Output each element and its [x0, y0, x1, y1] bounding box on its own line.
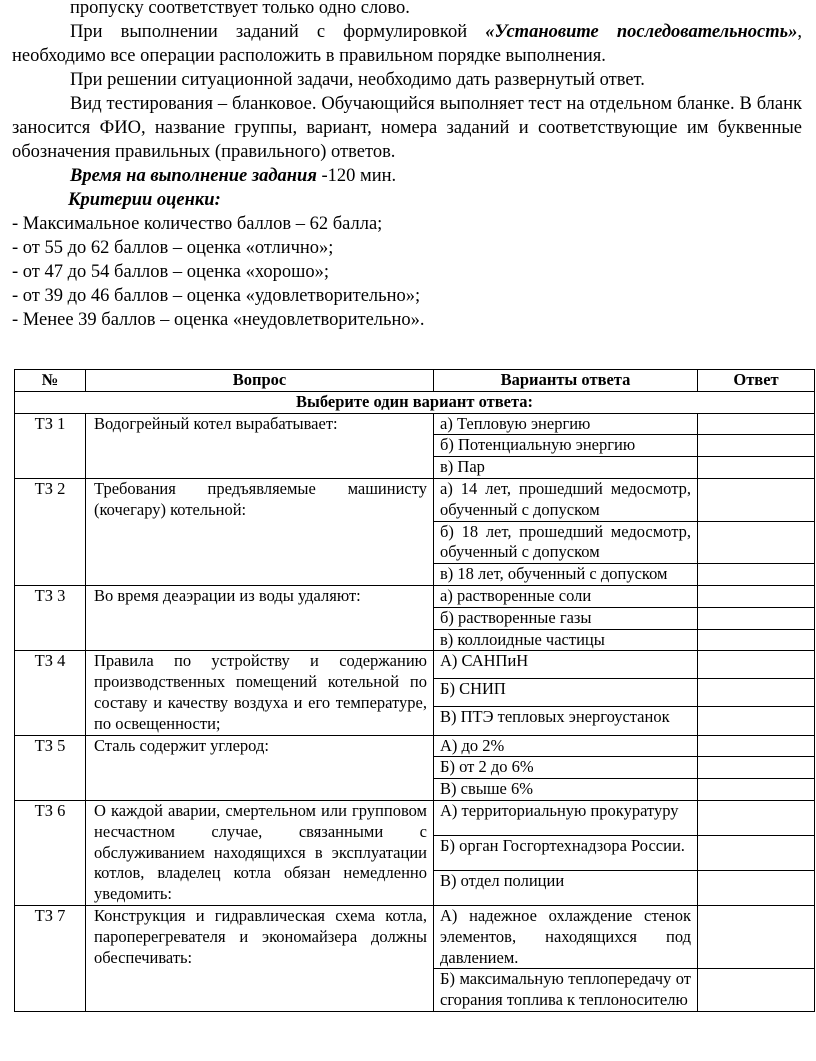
answer-option: в) 18 лет, обученный с допуском	[434, 564, 698, 586]
header-answer: Ответ	[698, 370, 815, 392]
answer-option: В) отдел полиции	[434, 870, 698, 905]
answer-cell[interactable]	[698, 735, 815, 757]
question-text: Водогрейный котел вырабатывает:	[86, 413, 434, 478]
criteria-item: - Менее 39 баллов – оценка «неудовлетворительно».	[12, 310, 425, 330]
criteria-heading: Критерии оценки:	[68, 190, 221, 210]
answer-cell[interactable]	[698, 870, 815, 905]
intro-paragraph-sequence	[12, 20, 802, 68]
answer-option: А) САНПиН	[434, 651, 698, 679]
answer-option: в) коллоидные частицы	[434, 629, 698, 651]
question-text: Правила по устройству и содержанию производственных помещений котельной по составу и качеству воздуха и его температуре, по освещенности;	[86, 651, 434, 735]
table-row	[15, 800, 815, 835]
answer-cell[interactable]	[698, 800, 815, 835]
answer-cell[interactable]	[698, 457, 815, 479]
header-number: №	[15, 370, 86, 392]
time-value: -120 мин.	[316, 166, 397, 186]
instructions	[12, 0, 802, 332]
question-text: Требования предъявляемые машинисту (кочегару) котельной:	[86, 478, 434, 585]
table-row	[15, 905, 815, 968]
table-row	[15, 413, 815, 435]
answer-cell[interactable]	[698, 585, 815, 607]
intro-paragraph-testing: Вид тестирования – бланковое. Обучающийся выполняет тест на отдельном бланке. В бланк заносится ФИО, название группы, вариант, номера заданий и соответствующие им буквенные обозначения правильных (правильного) ответов.	[12, 94, 802, 162]
header-question: Вопрос	[86, 370, 434, 392]
answer-option: Б) максимальную теплопередачу от сгорания топлива к теплоносителю	[434, 969, 698, 1012]
answer-cell[interactable]	[698, 679, 815, 707]
question-text: Конструкция и гидравлическая схема котла, пароперегревателя и экономайзера должны обеспечивать:	[86, 905, 434, 1011]
question-number: ТЗ 5	[15, 735, 86, 800]
answer-option: а) Тепловую энергию	[434, 413, 698, 435]
answer-option: в) Пар	[434, 457, 698, 479]
question-number: ТЗ 3	[15, 585, 86, 650]
answer-option: б) Потенциальную энергию	[434, 435, 698, 457]
answer-option: Б) СНИП	[434, 679, 698, 707]
question-number: ТЗ 2	[15, 478, 86, 585]
answer-option: А) до 2%	[434, 735, 698, 757]
answer-cell[interactable]	[698, 707, 815, 735]
answer-option: В) ПТЭ тепловых энергоустанок	[434, 707, 698, 735]
answer-option: Б) от 2 до 6%	[434, 757, 698, 779]
answer-cell[interactable]	[698, 607, 815, 629]
answer-option: А) территориальную прокуратуру	[434, 800, 698, 835]
question-text: Во время деаэрации из воды удаляют:	[86, 585, 434, 650]
answer-cell[interactable]	[698, 413, 815, 435]
emphasis: «Установите последовательность»	[485, 22, 798, 42]
question-number: ТЗ 6	[15, 800, 86, 905]
answer-cell[interactable]	[698, 564, 815, 586]
answer-option: а) растворенные соли	[434, 585, 698, 607]
criteria-item: - Максимальное количество баллов – 62 балла;	[12, 214, 383, 234]
answer-option: Б) орган Госгортехнадзора России.	[434, 835, 698, 870]
text: , необходимо все операции расположить в правильном порядке выполнения.	[12, 22, 802, 66]
answer-cell[interactable]	[698, 435, 815, 457]
answer-cell[interactable]	[698, 651, 815, 679]
answer-option: б) 18 лет, прошедший медосмотр, обученный с допуском	[434, 521, 698, 564]
table-subheader-row	[15, 391, 815, 413]
answer-option: В) свыше 6%	[434, 779, 698, 801]
table-row	[15, 651, 815, 679]
table-row	[15, 585, 815, 607]
answer-cell[interactable]	[698, 969, 815, 1012]
answer-cell[interactable]	[698, 757, 815, 779]
time-limit	[12, 164, 802, 188]
test-table	[14, 369, 815, 1012]
criteria-item: - от 55 до 62 баллов – оценка «отлично»;	[12, 238, 334, 258]
answer-cell[interactable]	[698, 521, 815, 564]
time-label: Время на выполнение задания	[70, 166, 317, 186]
answer-cell[interactable]	[698, 629, 815, 651]
criteria-item: - от 47 до 54 баллов – оценка «хорошо»;	[12, 262, 330, 282]
text: При выполнении заданий с формулировкой	[70, 22, 486, 42]
section-instruction: Выберите один вариант ответа:	[15, 391, 815, 413]
intro-line-0: пропуску соответствует только одно слово.	[70, 0, 410, 18]
table-body	[15, 413, 815, 1011]
answer-cell[interactable]	[698, 779, 815, 801]
answer-cell[interactable]	[698, 905, 815, 968]
answer-option: А) надежное охлаждение стенок элементов, находящихся под давлением.	[434, 905, 698, 968]
question-number: ТЗ 7	[15, 905, 86, 1011]
question-number: ТЗ 1	[15, 413, 86, 478]
table-row	[15, 478, 815, 521]
answer-cell[interactable]	[698, 835, 815, 870]
table-header-row	[15, 370, 815, 392]
question-text: Сталь содержит углерод:	[86, 735, 434, 800]
answer-option: б) растворенные газы	[434, 607, 698, 629]
answer-option: а) 14 лет, прошедший медосмотр, обученный с допуском	[434, 478, 698, 521]
intro-paragraph-situational: При решении ситуационной задачи, необходимо дать развернутый ответ.	[70, 70, 645, 90]
answer-cell[interactable]	[698, 478, 815, 521]
question-text: О каждой аварии, смертельном или групповом несчастном случае, связанными с обслуживанием находящихся в эксплуатации котлов, владелец котла обязан немедленно уведомить:	[86, 800, 434, 905]
header-options: Варианты ответа	[434, 370, 698, 392]
criteria-item: - от 39 до 46 баллов – оценка «удовлетворительно»;	[12, 286, 421, 306]
question-number: ТЗ 4	[15, 651, 86, 735]
table-row	[15, 735, 815, 757]
